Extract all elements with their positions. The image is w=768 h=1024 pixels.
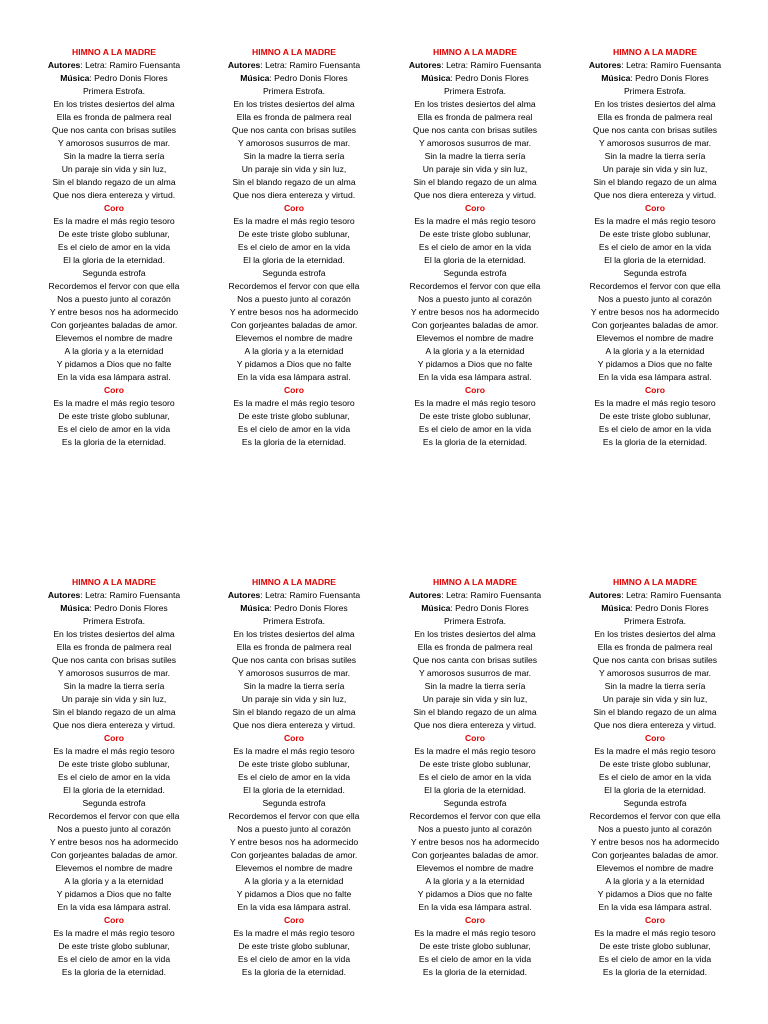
verse-line: Nos a puesto junto al corazón — [237, 294, 351, 304]
music-value: : Pedro Donis Flores — [89, 603, 168, 613]
stanza-heading: Primera Estrofa. — [262, 86, 326, 96]
hymn-block — [397, 46, 553, 449]
chorus-line: De este triste globo sublunar, — [58, 411, 170, 421]
music-line — [216, 72, 372, 85]
verse-line: Sin la madre la tierra sería — [243, 681, 345, 691]
chorus-line: Es la gloria de la eternidad. — [602, 967, 708, 977]
verse-line: Un paraje sin vida y sin luz, — [602, 164, 708, 174]
verse-line: Sin la madre la tierra sería — [604, 681, 706, 691]
verse-line: Sin el blando regazo de un alma — [52, 707, 176, 717]
verse-line: Que nos canta con brisas sutiles — [592, 125, 718, 135]
hymn-block — [216, 46, 372, 449]
chorus-line: Es la madre el más regio tesoro — [594, 398, 716, 408]
verse-line: En los tristes desiertos del alma — [594, 99, 716, 109]
music-value: : Pedro Donis Flores — [269, 603, 348, 613]
authors-line — [577, 59, 733, 72]
verse-line: En los tristes desiertos del alma — [233, 629, 355, 639]
authors-line — [216, 589, 372, 602]
chorus-line: Es la madre el más regio tesoro — [414, 928, 536, 938]
verse-line: Recordemos el fervor con que ella — [228, 811, 360, 821]
verse-line: Y pidamos a Dios que no falte — [417, 889, 533, 899]
verse-line: Y pidamos a Dios que no falte — [56, 889, 172, 899]
music-label: Música — [601, 73, 631, 83]
verse-line: Recordemos el fervor con que ella — [589, 281, 721, 291]
verse-line: Sin el blando regazo de un alma — [52, 177, 176, 187]
music-label: Música — [240, 603, 270, 613]
stanza-heading: Segunda estrofa — [443, 798, 507, 808]
chorus-line: De este triste globo sublunar, — [419, 759, 531, 769]
chorus-line: Es el cielo de amor en la vida — [598, 424, 712, 434]
verse-line: En los tristes desiertos del alma — [414, 629, 536, 639]
verse-line: Elevemos el nombre de madre — [596, 333, 714, 343]
chorus-line: El la gloria de la eternidad. — [604, 255, 706, 265]
verse-line: Nos a puesto junto al corazón — [418, 824, 532, 834]
stanza-heading: Segunda estrofa — [262, 268, 326, 278]
verse-line: Y entre besos nos ha adormecido — [229, 837, 359, 847]
verse-line: Y entre besos nos ha adormecido — [590, 837, 720, 847]
verse-line: Que nos diera entereza y virtud. — [413, 720, 537, 730]
verse-line: Sin el blando regazo de un alma — [413, 177, 537, 187]
chorus-heading: Coro — [644, 203, 666, 213]
verse-line: Nos a puesto junto al corazón — [57, 294, 171, 304]
chorus-line: Es el cielo de amor en la vida — [598, 772, 712, 782]
verse-line: Y entre besos nos ha adormecido — [229, 307, 359, 317]
stanza-heading: Segunda estrofa — [82, 798, 146, 808]
verse-line: Nos a puesto junto al corazón — [57, 824, 171, 834]
chorus-heading: Coro — [464, 915, 486, 925]
chorus-line: Es el cielo de amor en la vida — [237, 772, 351, 782]
chorus-line: El la gloria de la eternidad. — [243, 785, 345, 795]
authors-label: Autores — [227, 590, 261, 600]
chorus-heading: Coro — [644, 385, 666, 395]
music-value: : Pedro Donis Flores — [89, 73, 168, 83]
verse-line: Que nos diera entereza y virtud. — [52, 720, 176, 730]
verse-line: Y entre besos nos ha adormecido — [410, 837, 540, 847]
chorus-line: El la gloria de la eternidad. — [243, 255, 345, 265]
stanza-heading: Primera Estrofa. — [82, 616, 146, 626]
hymn-title: HIMNO A LA MADRE — [432, 577, 518, 587]
hymn-block — [397, 576, 553, 979]
verse-line: Y entre besos nos ha adormecido — [49, 307, 179, 317]
chorus-line: Es la madre el más regio tesoro — [414, 216, 536, 226]
chorus-heading: Coro — [103, 733, 125, 743]
chorus-line: De este triste globo sublunar, — [58, 759, 170, 769]
verse-line: Que nos canta con brisas sutiles — [51, 125, 177, 135]
music-label: Música — [421, 73, 451, 83]
chorus-line: Es el cielo de amor en la vida — [418, 772, 532, 782]
authors-label: Autores — [47, 60, 81, 70]
hymn-block — [577, 46, 733, 449]
verse-line: Recordemos el fervor con que ella — [48, 811, 180, 821]
chorus-line: De este triste globo sublunar, — [238, 411, 350, 421]
chorus-heading: Coro — [464, 203, 486, 213]
chorus-heading: Coro — [283, 733, 305, 743]
verse-line: Que nos diera entereza y virtud. — [52, 190, 176, 200]
hymn-title: HIMNO A LA MADRE — [612, 47, 698, 57]
verse-line: Con gorjeantes baladas de amor. — [411, 320, 539, 330]
verse-line: Nos a puesto junto al corazón — [598, 294, 712, 304]
music-label: Música — [60, 603, 90, 613]
chorus-line: De este triste globo sublunar, — [599, 411, 711, 421]
verse-line: A la gloria y a la eternidad — [244, 876, 344, 886]
verse-line: Nos a puesto junto al corazón — [598, 824, 712, 834]
chorus-line: Es la madre el más regio tesoro — [233, 398, 355, 408]
verse-line: Ella es fronda de palmera real — [597, 112, 713, 122]
verse-line: Y pidamos a Dios que no falte — [236, 359, 352, 369]
stanza-heading: Primera Estrofa. — [623, 616, 687, 626]
chorus-line: Es el cielo de amor en la vida — [57, 242, 171, 252]
verse-line: Y amorosos susurros de mar. — [237, 138, 351, 148]
verse-line: En la vida esa lámpara astral. — [598, 372, 712, 382]
verse-line: Y amorosos susurros de mar. — [57, 138, 171, 148]
verse-line: En los tristes desiertos del alma — [53, 99, 175, 109]
verse-line: Elevemos el nombre de madre — [55, 863, 173, 873]
verse-line: A la gloria y a la eternidad — [244, 346, 344, 356]
verse-line: Recordemos el fervor con que ella — [48, 281, 180, 291]
stanza-heading: Primera Estrofa. — [262, 616, 326, 626]
verse-line: Con gorjeantes baladas de amor. — [230, 850, 358, 860]
verse-line: Sin la madre la tierra sería — [424, 151, 526, 161]
verse-line: Ella es fronda de palmera real — [597, 642, 713, 652]
chorus-line: Es la madre el más regio tesoro — [594, 928, 716, 938]
chorus-line: El la gloria de la eternidad. — [63, 785, 165, 795]
verse-line: Y pidamos a Dios que no falte — [236, 889, 352, 899]
verse-line: Y amorosos susurros de mar. — [598, 668, 712, 678]
authors-value: : Letra: Ramiro Fuensanta — [260, 60, 361, 70]
chorus-line: Es el cielo de amor en la vida — [418, 242, 532, 252]
verse-line: Que nos diera entereza y virtud. — [232, 190, 356, 200]
verse-line: Ella es fronda de palmera real — [236, 642, 352, 652]
authors-value: : Letra: Ramiro Fuensanta — [621, 590, 722, 600]
verse-line: Y pidamos a Dios que no falte — [597, 889, 713, 899]
verse-line: Que nos canta con brisas sutiles — [412, 655, 538, 665]
verse-line: Que nos diera entereza y virtud. — [413, 190, 537, 200]
verse-line: Con gorjeantes baladas de amor. — [50, 850, 178, 860]
authors-line — [577, 589, 733, 602]
chorus-line: De este triste globo sublunar, — [238, 759, 350, 769]
music-line — [36, 72, 192, 85]
chorus-line: Es la madre el más regio tesoro — [233, 928, 355, 938]
chorus-line: De este triste globo sublunar, — [599, 941, 711, 951]
authors-line — [397, 59, 553, 72]
music-line — [36, 602, 192, 615]
chorus-heading: Coro — [283, 203, 305, 213]
chorus-line: El la gloria de la eternidad. — [424, 785, 526, 795]
authors-label: Autores — [588, 60, 622, 70]
music-label: Música — [601, 603, 631, 613]
authors-value: : Letra: Ramiro Fuensanta — [80, 590, 181, 600]
authors-label: Autores — [47, 590, 81, 600]
chorus-line: De este triste globo sublunar, — [419, 229, 531, 239]
verse-line: En los tristes desiertos del alma — [414, 99, 536, 109]
verse-line: Con gorjeantes baladas de amor. — [50, 320, 178, 330]
verse-line: Con gorjeantes baladas de amor. — [411, 850, 539, 860]
authors-label: Autores — [408, 590, 442, 600]
music-line — [397, 602, 553, 615]
verse-line: Y pidamos a Dios que no falte — [417, 359, 533, 369]
authors-label: Autores — [588, 590, 622, 600]
verse-line: Que nos canta con brisas sutiles — [51, 655, 177, 665]
chorus-line: Es el cielo de amor en la vida — [598, 954, 712, 964]
verse-line: En la vida esa lámpara astral. — [237, 902, 351, 912]
hymn-block — [36, 576, 192, 979]
chorus-heading: Coro — [283, 915, 305, 925]
chorus-line: Es el cielo de amor en la vida — [57, 424, 171, 434]
chorus-line: Es la madre el más regio tesoro — [53, 216, 175, 226]
chorus-line: Es la madre el más regio tesoro — [414, 746, 536, 756]
hymn-title: HIMNO A LA MADRE — [71, 47, 157, 57]
verse-line: Y pidamos a Dios que no falte — [597, 359, 713, 369]
authors-label: Autores — [227, 60, 261, 70]
authors-line — [216, 59, 372, 72]
chorus-heading: Coro — [103, 203, 125, 213]
chorus-line: El la gloria de la eternidad. — [63, 255, 165, 265]
chorus-line: Es la madre el más regio tesoro — [594, 746, 716, 756]
hymn-block — [36, 46, 192, 449]
authors-label: Autores — [408, 60, 442, 70]
stanza-heading: Segunda estrofa — [443, 268, 507, 278]
verse-line: Un paraje sin vida y sin luz, — [422, 694, 528, 704]
verse-line: Ella es fronda de palmera real — [56, 642, 172, 652]
verse-line: Y entre besos nos ha adormecido — [410, 307, 540, 317]
chorus-line: Es el cielo de amor en la vida — [57, 772, 171, 782]
verse-line: Con gorjeantes baladas de amor. — [591, 320, 719, 330]
verse-line: En la vida esa lámpara astral. — [598, 902, 712, 912]
music-line — [216, 602, 372, 615]
verse-line: Que nos canta con brisas sutiles — [231, 655, 357, 665]
authors-value: : Letra: Ramiro Fuensanta — [80, 60, 181, 70]
verse-line: Sin la madre la tierra sería — [63, 151, 165, 161]
chorus-line: Es la madre el más regio tesoro — [53, 928, 175, 938]
music-label: Música — [240, 73, 270, 83]
hymn-block — [577, 576, 733, 979]
verse-line: Elevemos el nombre de madre — [596, 863, 714, 873]
music-value: : Pedro Donis Flores — [269, 73, 348, 83]
chorus-heading: Coro — [464, 733, 486, 743]
authors-line — [36, 589, 192, 602]
verse-line: Sin la madre la tierra sería — [243, 151, 345, 161]
chorus-line: Es la madre el más regio tesoro — [414, 398, 536, 408]
chorus-line: Es la gloria de la eternidad. — [61, 967, 167, 977]
verse-line: Sin el blando regazo de un alma — [232, 177, 356, 187]
hymn-title: HIMNO A LA MADRE — [251, 47, 337, 57]
verse-line: Sin el blando regazo de un alma — [593, 177, 717, 187]
chorus-line: De este triste globo sublunar, — [238, 229, 350, 239]
verse-line: A la gloria y a la eternidad — [64, 876, 164, 886]
chorus-line: Es el cielo de amor en la vida — [237, 954, 351, 964]
verse-line: Y entre besos nos ha adormecido — [590, 307, 720, 317]
chorus-line: De este triste globo sublunar, — [419, 941, 531, 951]
verse-line: Un paraje sin vida y sin luz, — [61, 694, 167, 704]
verse-line: Y entre besos nos ha adormecido — [49, 837, 179, 847]
verse-line: En la vida esa lámpara astral. — [57, 372, 171, 382]
chorus-heading: Coro — [283, 385, 305, 395]
verse-line: Recordemos el fervor con que ella — [409, 811, 541, 821]
verse-line: Un paraje sin vida y sin luz, — [241, 164, 347, 174]
verse-line: Nos a puesto junto al corazón — [237, 824, 351, 834]
chorus-line: Es la gloria de la eternidad. — [602, 437, 708, 447]
chorus-line: De este triste globo sublunar, — [419, 411, 531, 421]
verse-line: A la gloria y a la eternidad — [425, 876, 525, 886]
stanza-heading: Segunda estrofa — [82, 268, 146, 278]
verse-line: Elevemos el nombre de madre — [416, 863, 534, 873]
verse-line: Ella es fronda de palmera real — [56, 112, 172, 122]
verse-line: Sin la madre la tierra sería — [63, 681, 165, 691]
authors-line — [397, 589, 553, 602]
music-label: Música — [60, 73, 90, 83]
verse-line: Que nos canta con brisas sutiles — [592, 655, 718, 665]
stanza-heading: Primera Estrofa. — [623, 86, 687, 96]
verse-line: Sin el blando regazo de un alma — [232, 707, 356, 717]
authors-value: : Letra: Ramiro Fuensanta — [621, 60, 722, 70]
chorus-line: Es la gloria de la eternidad. — [422, 437, 528, 447]
verse-line: En los tristes desiertos del alma — [53, 629, 175, 639]
verse-line: Sin el blando regazo de un alma — [413, 707, 537, 717]
verse-line: Sin el blando regazo de un alma — [593, 707, 717, 717]
stanza-heading: Primera Estrofa. — [82, 86, 146, 96]
chorus-line: Es el cielo de amor en la vida — [237, 242, 351, 252]
verse-line: Recordemos el fervor con que ella — [409, 281, 541, 291]
chorus-heading: Coro — [644, 733, 666, 743]
verse-line: Un paraje sin vida y sin luz, — [422, 164, 528, 174]
verse-line: En la vida esa lámpara astral. — [418, 372, 532, 382]
chorus-line: Es el cielo de amor en la vida — [598, 242, 712, 252]
music-line — [577, 602, 733, 615]
verse-line: Que nos diera entereza y virtud. — [593, 720, 717, 730]
chorus-line: Es el cielo de amor en la vida — [418, 424, 532, 434]
verse-line: Recordemos el fervor con que ella — [589, 811, 721, 821]
verse-line: Que nos canta con brisas sutiles — [231, 125, 357, 135]
chorus-line: De este triste globo sublunar, — [599, 229, 711, 239]
verse-line: En los tristes desiertos del alma — [594, 629, 716, 639]
verse-line: Elevemos el nombre de madre — [235, 863, 353, 873]
verse-line: Y amorosos susurros de mar. — [237, 668, 351, 678]
verse-line: Recordemos el fervor con que ella — [228, 281, 360, 291]
verse-line: Elevemos el nombre de madre — [55, 333, 173, 343]
verse-line: En los tristes desiertos del alma — [233, 99, 355, 109]
authors-value: : Letra: Ramiro Fuensanta — [260, 590, 361, 600]
chorus-line: Es la madre el más regio tesoro — [53, 398, 175, 408]
chorus-line: Es la gloria de la eternidad. — [422, 967, 528, 977]
verse-line: Que nos diera entereza y virtud. — [232, 720, 356, 730]
chorus-line: El la gloria de la eternidad. — [424, 255, 526, 265]
verse-line: En la vida esa lámpara astral. — [237, 372, 351, 382]
music-line — [397, 72, 553, 85]
chorus-line: El la gloria de la eternidad. — [604, 785, 706, 795]
chorus-line: Es el cielo de amor en la vida — [418, 954, 532, 964]
chorus-line: Es la gloria de la eternidad. — [241, 967, 347, 977]
verse-line: Que nos canta con brisas sutiles — [412, 125, 538, 135]
music-value: : Pedro Donis Flores — [450, 73, 529, 83]
verse-line: En la vida esa lámpara astral. — [57, 902, 171, 912]
hymn-block — [216, 576, 372, 979]
chorus-line: Es el cielo de amor en la vida — [57, 954, 171, 964]
verse-line: Con gorjeantes baladas de amor. — [591, 850, 719, 860]
hymn-title: HIMNO A LA MADRE — [432, 47, 518, 57]
authors-value: : Letra: Ramiro Fuensanta — [441, 590, 542, 600]
verse-line: A la gloria y a la eternidad — [605, 876, 705, 886]
verse-line: Y amorosos susurros de mar. — [598, 138, 712, 148]
verse-line: Nos a puesto junto al corazón — [418, 294, 532, 304]
chorus-line: De este triste globo sublunar, — [58, 941, 170, 951]
verse-line: A la gloria y a la eternidad — [605, 346, 705, 356]
verse-line: Sin la madre la tierra sería — [424, 681, 526, 691]
music-label: Música — [421, 603, 451, 613]
stanza-heading: Segunda estrofa — [262, 798, 326, 808]
verse-line: Ella es fronda de palmera real — [417, 112, 533, 122]
chorus-line: Es la madre el más regio tesoro — [594, 216, 716, 226]
stanza-heading: Segunda estrofa — [623, 798, 687, 808]
hymn-title: HIMNO A LA MADRE — [251, 577, 337, 587]
chorus-line: De este triste globo sublunar, — [238, 941, 350, 951]
verse-line: Ella es fronda de palmera real — [236, 112, 352, 122]
verse-line: A la gloria y a la eternidad — [425, 346, 525, 356]
chorus-line: Es la madre el más regio tesoro — [233, 216, 355, 226]
stanza-heading: Primera Estrofa. — [443, 616, 507, 626]
hymn-title: HIMNO A LA MADRE — [71, 577, 157, 587]
chorus-line: Es la gloria de la eternidad. — [61, 437, 167, 447]
chorus-line: De este triste globo sublunar, — [599, 759, 711, 769]
verse-line: Con gorjeantes baladas de amor. — [230, 320, 358, 330]
chorus-line: Es la gloria de la eternidad. — [241, 437, 347, 447]
hymn-title: HIMNO A LA MADRE — [612, 577, 698, 587]
verse-line: Un paraje sin vida y sin luz, — [241, 694, 347, 704]
chorus-line: De este triste globo sublunar, — [58, 229, 170, 239]
chorus-line: Es la madre el más regio tesoro — [233, 746, 355, 756]
chorus-heading: Coro — [103, 915, 125, 925]
music-value: : Pedro Donis Flores — [630, 73, 709, 83]
verse-line: Elevemos el nombre de madre — [416, 333, 534, 343]
verse-line: Y amorosos susurros de mar. — [57, 668, 171, 678]
music-line — [577, 72, 733, 85]
music-value: : Pedro Donis Flores — [630, 603, 709, 613]
verse-line: A la gloria y a la eternidad — [64, 346, 164, 356]
stanza-heading: Primera Estrofa. — [443, 86, 507, 96]
verse-line: Sin la madre la tierra sería — [604, 151, 706, 161]
verse-line: Y amorosos susurros de mar. — [418, 668, 532, 678]
verse-line: Un paraje sin vida y sin luz, — [602, 694, 708, 704]
chorus-heading: Coro — [644, 915, 666, 925]
verse-line: Ella es fronda de palmera real — [417, 642, 533, 652]
chorus-line: Es el cielo de amor en la vida — [237, 424, 351, 434]
chorus-heading: Coro — [103, 385, 125, 395]
chorus-line: Es la madre el más regio tesoro — [53, 746, 175, 756]
verse-line: Que nos diera entereza y virtud. — [593, 190, 717, 200]
stanza-heading: Segunda estrofa — [623, 268, 687, 278]
verse-line: Y amorosos susurros de mar. — [418, 138, 532, 148]
verse-line: En la vida esa lámpara astral. — [418, 902, 532, 912]
chorus-heading: Coro — [464, 385, 486, 395]
verse-line: Y pidamos a Dios que no falte — [56, 359, 172, 369]
authors-value: : Letra: Ramiro Fuensanta — [441, 60, 542, 70]
authors-line — [36, 59, 192, 72]
music-value: : Pedro Donis Flores — [450, 603, 529, 613]
verse-line: Un paraje sin vida y sin luz, — [61, 164, 167, 174]
verse-line: Elevemos el nombre de madre — [235, 333, 353, 343]
